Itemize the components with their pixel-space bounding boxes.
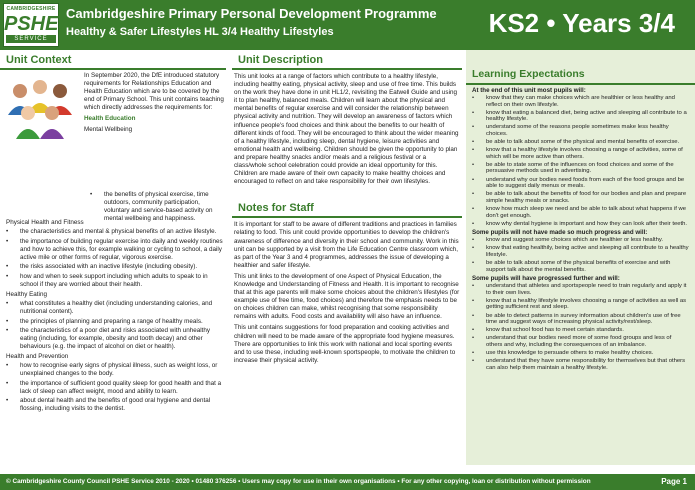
list-item-text: be able to detect patterns in survey information about children's use of free time and suggest ways of increasing physical activity/rest/sleep. xyxy=(486,312,681,326)
list-item xyxy=(472,124,689,137)
list-item-text: know that eating healthily, being active and sleeping all contribute to a healthy lifestyle. xyxy=(486,245,689,258)
list-item xyxy=(472,335,689,348)
bullet-icon: • xyxy=(6,273,9,281)
list-item xyxy=(472,327,689,334)
group-title: Physical Health and Fitness xyxy=(6,219,84,226)
list-item-text: know why dental hygiene is important and how they can look after their teeth. xyxy=(486,220,688,227)
less-progress-list xyxy=(472,237,689,273)
group-title: Some pupils will not have made so much progress and will: xyxy=(472,229,648,237)
children-group-photo xyxy=(4,73,76,143)
list-item xyxy=(472,237,689,244)
list-item xyxy=(472,221,689,228)
pshe-service-logo xyxy=(3,3,59,47)
bullet-icon: • xyxy=(472,124,475,131)
list-item-text: the risks associated with an inactive lifestyle (including obesity). xyxy=(20,263,198,271)
list-item xyxy=(472,298,689,311)
list-item-text: the importance of building regular exercise into daily and weekly routines and how to achieve this, for example walking or cycling to school, a daily active mile or other forms of regular, vigorous exercise. xyxy=(20,237,223,261)
bullet-icon: • xyxy=(472,176,475,183)
list-item xyxy=(472,95,689,108)
page-header xyxy=(0,0,695,50)
list-item xyxy=(472,139,689,146)
list-item-text: use this knowledge to persuade others to make healthy choices. xyxy=(486,350,654,356)
unit-context-column xyxy=(0,50,226,474)
list-item-text: know how much sleep we need and be able to talk about what happens if we don't get enough. xyxy=(486,205,687,219)
list-item-text: be able to talk about some of the physical and mental benefits of exercise. xyxy=(486,139,680,146)
list-item-text: the importance of sufficient good quality sleep for good health and that a lack of sleep can affect weight, mood and ability to learn. xyxy=(20,379,222,395)
unit-context-heading: Unit Context xyxy=(0,50,226,70)
unit-title: Healthy & Safer Lifestyles HL 3/4 Healthy Lifestyles xyxy=(66,26,334,38)
list-item-text: what constitutes a healthy diet (including understanding calories, and nutritional content). xyxy=(20,299,213,315)
bullet-icon: • xyxy=(472,220,475,227)
list-item-text: understand that athletes and sportspeople need to train regularly and apply it to their own lives. xyxy=(486,283,687,296)
list-item-text: the principles of planning and preparing a range of healthy meals. xyxy=(20,317,203,325)
bullet-icon: • xyxy=(472,350,475,356)
bullet-icon: • xyxy=(472,139,475,146)
unit-description-paragraph: This unit looks at a range of factors which contribute to a healthy lifestyle, including healthy eating, physical activity, sleep and use of free time. This builds on the work they have done in unit HL1/2, revisiting the Eatwell Guide and using it to plan healthy, balanced meals. Children will learn about the physical and mental benefits of regular exercise and will consider the relationship between physical activity and nutrition. They will develop an awareness of factors which influence people's food choices and think about the benefits to our health of different kinds of food. They will be encouraged to think about the wider meaning of a healthy lifestyle, including sleep, dental hygiene, leisure activities and emotional health and wellbeing. Children should be given the opportunity to plan and prepare healthy snacks and/or meals and a religious festival or a class/whole school celebration could provide an ideal opportunity for this. Children are made aware of their own capacity to make healthy choices and encouraged to reflect on and take responsibility for their own lifestyles. xyxy=(234,73,459,186)
bullet-icon: • xyxy=(6,362,9,369)
group-title: Health and Prevention xyxy=(6,352,69,360)
bullet-icon: • xyxy=(472,147,475,154)
bullet-icon: • xyxy=(6,299,9,307)
bullet-icon: • xyxy=(472,95,475,101)
list-item xyxy=(6,397,224,413)
bullet-icon: • xyxy=(6,317,9,325)
list-item xyxy=(472,260,689,273)
logo-top-text: CAMBRIDGESHIRE xyxy=(6,6,56,12)
bullet-icon: • xyxy=(6,263,9,271)
bullet-icon: • xyxy=(6,379,9,387)
bullet-icon: • xyxy=(6,397,9,405)
list-item-text: understand why our bodies need foods from each of the food groups and be able to suggest daily menus or meals. xyxy=(486,176,685,190)
list-item-text: be able to talk about the benefits of food for our bodies and plan and prepare simple healthy meals or snacks. xyxy=(486,191,687,204)
bullet-icon: • xyxy=(6,228,9,236)
bullet-icon: • xyxy=(6,327,9,335)
list-item xyxy=(472,110,689,123)
list-item xyxy=(472,177,689,190)
list-item-text: understand that our bodies need more of some food groups and less of others and why, including the consequences of an imbalance. xyxy=(486,335,672,348)
list-item xyxy=(6,263,224,271)
mental-wellbeing-label: Mental Wellbeing xyxy=(84,125,133,133)
intro-paragraph: In September 2020, the DfE introduced statutory requirements for Relationships Education and Health Education which are to be covered by the end of Primary School. This unit contains teaching which directly addresses the requirements for: xyxy=(84,72,224,112)
group-title: Some pupils will have progressed further and will: xyxy=(472,275,620,283)
unit-description-heading: Unit Description xyxy=(232,50,462,70)
health-education-label: Health Education xyxy=(84,115,136,123)
key-stage-label: KS2 • Years 3/4 xyxy=(488,8,675,38)
bullet-icon: • xyxy=(90,191,93,198)
list-item xyxy=(6,362,224,378)
list-item xyxy=(472,162,689,175)
bullet-icon: • xyxy=(472,283,475,290)
list-item-text: know that school food has to meet certain standards. xyxy=(486,327,624,334)
copyright-notice: © Cambridgeshire County Council PSHE Service 2010 - 2020 • 01480 376256 • Users may copy for use in their own organisations • For any other copying, loan or distribution without permission xyxy=(6,478,591,485)
bullet-icon: • xyxy=(6,237,9,245)
group-title: At the end of this unit most pupils will: xyxy=(472,87,586,94)
list-item-text: the characteristics of a poor diet and risks associated with unhealthy eating (including, for example, obesity and tooth decay) and other behaviours (e.g. the impact of alcohol on diet or health). xyxy=(20,327,211,351)
bullet-icon: • xyxy=(472,245,475,252)
list-item-text: how and when to seek support including which adults to speak to in school if they are worried about their health. xyxy=(20,273,208,289)
notes-paragraph: This unit links to the development of one Aspect of Physical Education, the Knowledge and Understanding of Fitness and Health. It is important to recognise that at this age parents will make some choices about the children's lifestyles (for example use of free time, food choices) and therefore the emphasis needs to be on choices children can make, whilst recognising that some responsibility remains with adults. Food costs and availability will also have an influence. xyxy=(234,272,460,321)
list-item-text: understand that they have some responsibility for themselves but that others can also help them maintain a healthy lifestyle. xyxy=(486,358,686,371)
learning-expectations-panel xyxy=(466,50,695,465)
logo-main-text: PSHE xyxy=(4,13,59,35)
further-progress-list xyxy=(472,283,689,371)
bullet-icon: • xyxy=(472,327,475,334)
notes-paragraph: It is important for staff to be aware of different traditions and practices in families relating to food. This unit could provide opportunities to develop the children's awareness of difference and diversity in their school and community. Work in this unit can be supported by a visit from the Life Education Centre classroom which, as part of the Year 3 and 4 programmes, addresses the issue of developing a healthier and safer lifestyle. xyxy=(234,221,459,269)
notes-paragraph: This unit contains suggestions for food preparation and cooking activities and children will need to be made aware of the appropriate food hygiene measures. There are opportunities to link this work with national and local sporting events and to use these, including well-known sportspeople, to motivate the children to increase their physical activity. xyxy=(234,324,456,364)
list-item xyxy=(6,300,224,316)
logo-bottom-text: SERVICE xyxy=(6,35,56,43)
bullet-icon: • xyxy=(472,205,475,212)
list-item xyxy=(6,327,224,351)
unit-context-intro xyxy=(84,72,224,136)
list-item-text: the benefits of physical exercise, time outdoors, community participation, voluntary and service-based activity on mental wellbeing and happiness. xyxy=(104,191,213,223)
group-title: Healthy Eating xyxy=(6,290,47,298)
list-item-text: be able to state some of the influences on food choices and some of the persuasive methods used in advertising. xyxy=(486,161,674,175)
list-item xyxy=(472,147,689,160)
page-footer xyxy=(0,474,695,490)
list-item-text: know that they can make choices which are healthier or less healthy and reflect on their own lifestyle. xyxy=(486,95,675,108)
list-item-text: the characteristics and mental & physical benefits of an active lifestyle. xyxy=(20,228,217,236)
page-number: Page 1 xyxy=(661,477,687,486)
unit-description-column xyxy=(232,50,462,368)
bullet-icon: • xyxy=(472,191,475,198)
list-item xyxy=(472,350,689,357)
bullet-icon: • xyxy=(472,297,475,304)
list-item xyxy=(6,273,224,289)
bullet-icon: • xyxy=(472,259,475,266)
unit-context-requirements xyxy=(6,218,224,415)
list-item xyxy=(472,206,689,219)
unit-description-text xyxy=(232,73,462,186)
learning-expectations-heading: Learning Expectations xyxy=(466,50,695,85)
notes-for-staff-heading: Notes for Staff xyxy=(232,198,462,218)
bullet-icon: • xyxy=(472,237,475,244)
bullet-icon: • xyxy=(472,161,475,168)
notes-for-staff-text xyxy=(232,221,462,365)
list-item-text: be able to talk about some of the physical benefits of exercise and with support talk about the mental benefits. xyxy=(486,259,671,273)
programme-title: Cambridgeshire Primary Personal Development Programme xyxy=(66,6,437,21)
list-item xyxy=(472,313,689,326)
list-item xyxy=(472,283,689,296)
list-item-text: how to recognise early signs of physical illness, such as weight loss, or unexplained changes to the body. xyxy=(20,362,218,378)
list-item xyxy=(6,228,224,236)
list-item-text: know that a healthy lifestyle involves choosing a range of activities, some of which will be more active than others. xyxy=(486,147,683,160)
list-item-text: about dental health and the benefits of good oral hygiene and dental flossing, including visits to the dentist. xyxy=(20,397,211,413)
bullet-icon: • xyxy=(472,312,475,319)
list-item-text: understand some of the reasons people sometimes make less healthy choices. xyxy=(486,124,669,137)
bullet-icon: • xyxy=(472,335,475,342)
list-item xyxy=(6,238,224,262)
bullet-icon: • xyxy=(472,109,475,116)
list-item xyxy=(6,318,224,326)
list-item-text: know that a healthy lifestyle involves choosing a range of activities as well as getting sufficient rest and sleep. xyxy=(486,297,687,311)
list-item xyxy=(472,191,689,204)
list-item-text: know and suggest some choices which are healthier or less healthy. xyxy=(486,237,664,244)
bullet-icon: • xyxy=(472,358,475,365)
most-pupils-list xyxy=(472,95,689,227)
list-item xyxy=(472,245,689,258)
list-item xyxy=(472,358,689,371)
list-item xyxy=(6,380,224,396)
list-item-text: know that eating a balanced diet, being active and sleeping all contribute to a healthy lifestyle. xyxy=(486,109,687,123)
